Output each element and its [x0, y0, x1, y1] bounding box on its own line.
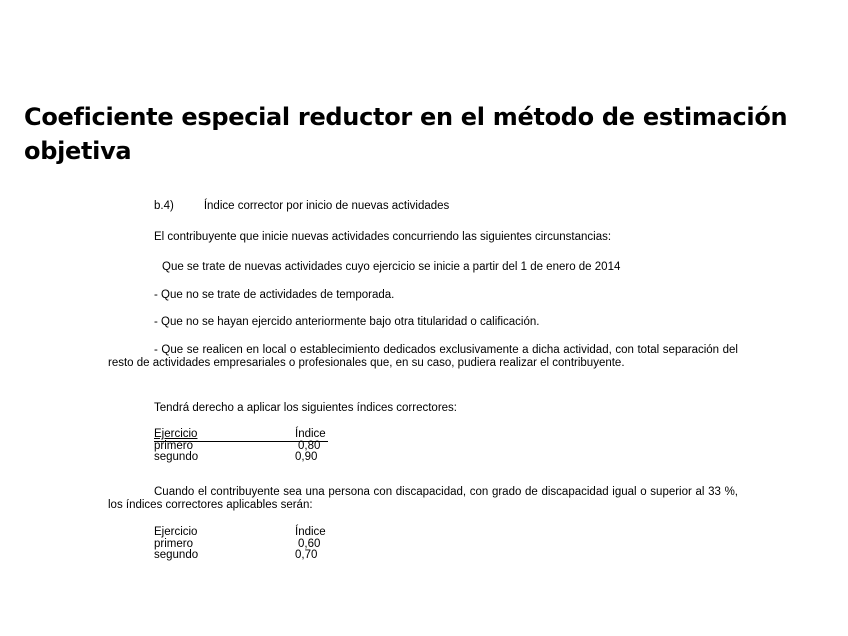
table-row: [154, 452, 394, 464]
section-heading-text: Índice corrector por inicio de nuevas actividades: [203, 200, 450, 212]
table-row: [154, 550, 394, 562]
column-header-ejercicio: Ejercicio: [154, 526, 198, 538]
right-to-apply-text: Tendrá derecho a aplicar los siguientes índices correctores:: [154, 402, 457, 414]
index-table-general: [154, 429, 394, 464]
table-header: [154, 429, 394, 441]
slide-title: Coeficiente especial reductor en el método de estimación objetiva: [24, 103, 788, 166]
condition-not-seasonal: - Que no se trate de actividades de temporada.: [154, 289, 395, 301]
table-cell: 0,80: [298, 439, 321, 452]
table-cell: segundo: [154, 451, 199, 463]
intro-paragraph: El contribuyente que inicie nuevas actividades concurriendo las siguientes circunstancias:: [154, 231, 612, 243]
section-heading: [154, 200, 449, 213]
table-cell: 0,70: [295, 549, 318, 561]
table-header: [154, 527, 394, 539]
table-cell: primero: [154, 439, 193, 452]
table-cell: 0,60: [298, 537, 321, 550]
table-cell: 0,90: [295, 451, 318, 463]
column-header-indice: Índice: [295, 526, 326, 538]
table-cell: primero: [154, 537, 193, 550]
index-table-disability: [154, 527, 394, 562]
disability-paragraph: Cuando el contribuyente sea una persona con discapacidad, con grado de discapacidad igual o superior al 33 %, los índices correctores aplicables serán:: [108, 486, 738, 511]
condition-not-previous: - Que no se hayan ejercido anteriormente bajo otra titularidad o calificación.: [154, 316, 540, 328]
column-header-ejercicio: Ejercicio: [154, 428, 198, 440]
condition-exclusive-premises: - Que se realicen en local o establecimiento dedicados exclusivamente a dicha actividad, con total separación del resto de actividades empresariales o profesionales que, en su caso, pudiera realizar el contribuyente.: [108, 344, 738, 369]
table-cell: segundo: [154, 549, 199, 561]
section-number: b.4): [154, 200, 174, 212]
condition-new-activity: Que se trate de nuevas actividades cuyo ejercicio se inicie a partir del 1 de enero de 2014: [162, 261, 621, 273]
column-header-indice: Índice: [295, 428, 326, 440]
